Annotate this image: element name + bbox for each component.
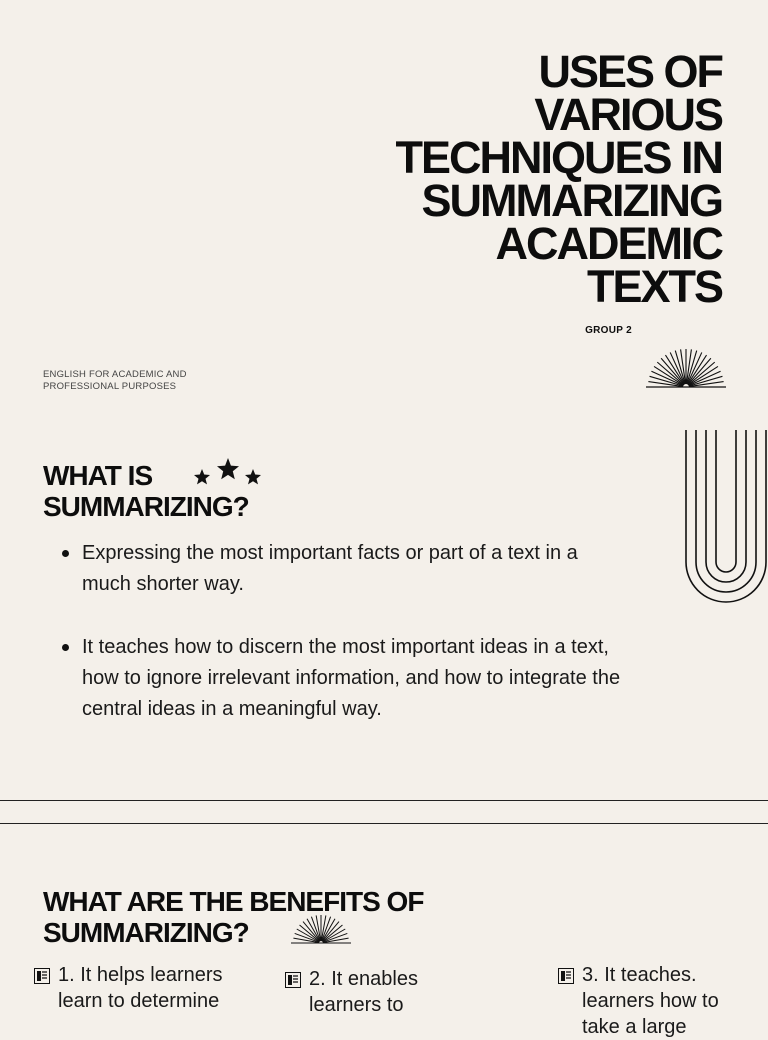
sunburst-icon (290, 912, 352, 946)
book-icon (558, 968, 574, 984)
definition-slide (0, 402, 768, 798)
title-line: TECHNIQUES IN (395, 132, 722, 183)
definition-list (62, 538, 632, 757)
benefit-item (309, 966, 484, 1018)
benefits-heading (43, 886, 423, 948)
benefit-text: 3. It teaches. learners how to take a large (582, 964, 719, 1038)
heading-line: WHAT IS (43, 460, 153, 491)
book-icon (285, 972, 301, 988)
divider (0, 823, 768, 824)
divider (0, 800, 768, 801)
title-line: TEXTS (586, 261, 722, 312)
benefit-text: 2. It enables learners to (309, 968, 418, 1016)
course-line: PROFESSIONAL PURPOSES (43, 381, 177, 392)
list-item: It teaches how to discern the most important ideas in a text, how to ignore irrelevant information, and how to integrate the central ideas in a meaningful way. (62, 632, 632, 725)
arches-icon (684, 430, 768, 605)
heading-line: SUMMARIZING? (43, 491, 249, 522)
presentation-title (395, 46, 722, 312)
heading-line: WHAT ARE THE BENEFITS OF (43, 886, 424, 917)
benefit-item (58, 962, 233, 1014)
title-line: USES OF (538, 46, 722, 97)
course-line: ENGLISH FOR ACADEMIC AND (43, 369, 187, 380)
sunburst-icon (645, 345, 727, 391)
stars-icon (190, 456, 266, 490)
title-line: VARIOUS (534, 89, 722, 140)
cover-slide (0, 0, 768, 396)
list-item: Expressing the most important facts or part of a text in a much shorter way. (62, 538, 632, 600)
benefit-item (582, 962, 757, 1040)
title-line: SUMMARIZING (421, 175, 722, 226)
benefits-slide (0, 826, 768, 1038)
heading-line: SUMMARIZING? (43, 917, 249, 948)
book-icon (34, 968, 50, 984)
slide-gap (0, 798, 768, 826)
benefit-text: 1. It helps learners learn to determine (58, 964, 223, 1012)
group-label: GROUP 2 (585, 325, 632, 336)
course-label (43, 369, 187, 393)
title-line: ACADEMIC (495, 218, 722, 269)
